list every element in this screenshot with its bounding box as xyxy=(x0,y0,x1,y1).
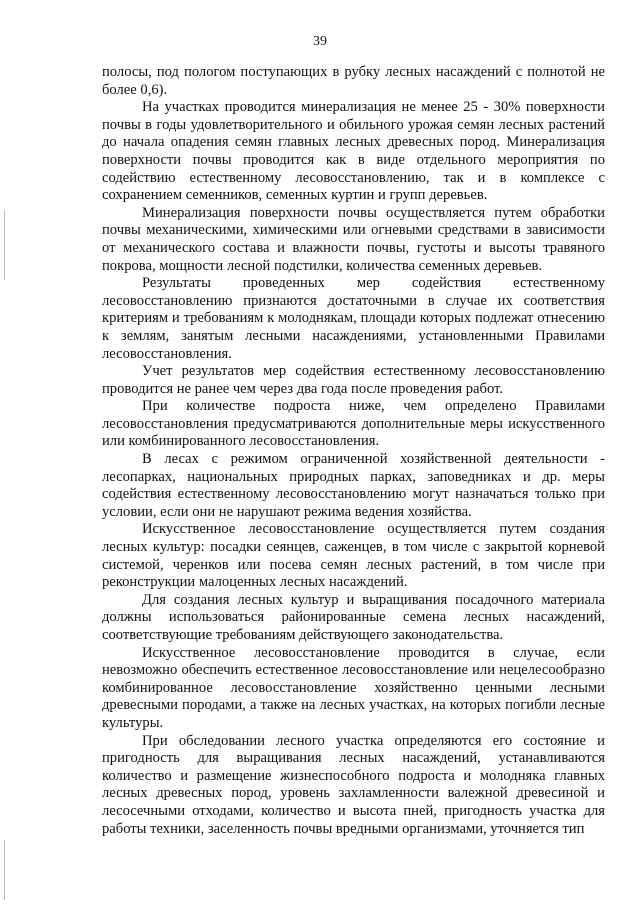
paragraph: При обследовании лесного участка определяются его состояние и пригодность для выращивания лесных насаждений, устанавливаются количество и размещение жизнеспособного подроста и молодняка главных лесных древесных пород, уровень захламленности валежной древесиной и лесосечными отходами, количество и высота пней, пригодность участка для работы техники, заселенность почвы вредными организмами, уточняется тип xyxy=(102,732,605,837)
paragraph: Искусственное лесовосстановление осуществляется путем создания лесных культур: посадки сеянцев, саженцев, в том числе с закрытой корневой системой, черенков или посева семян лесных растений, в том числе при реконструкции малоценных лесных насаждений. xyxy=(102,521,605,591)
paragraph: В лесах с режимом ограниченной хозяйственной деятельности - лесопарках, национальных природных парках, заповедниках и др. меры содействия естественному лесовосстановлению могут назначаться только при условии, если они не нарушают режима ведения хозяйства. xyxy=(102,451,605,520)
paragraph: Искусственное лесовосстановление проводится в случае, если невозможно обеспечить естественное лесовосстановление или нецелесообразно комбинированное лесовосстановление хозяйственно ценными лесными древесными породами, а также на лесных участках, на которых погибли лесные культуры. xyxy=(102,644,605,731)
scan-edge-line xyxy=(4,840,5,900)
paragraph: На участках проводится минерализация не менее 25 - 30% поверхности почвы в годы удовлетворительного и обильного урожая семян лесных растений до начала опадения семян главных лесных древесных пород. Минерализация поверхности почвы проводится как в виде отдельного мероприятия по содействию естественному лесовосстановлению, так и в комплексе с сохранением семенников, семенных куртин и групп деревьев. xyxy=(102,99,605,204)
scan-edge-line xyxy=(4,210,5,280)
paragraph: полосы, под пологом поступающих в рубку лесных насаждений с полнотой не более 0,6). xyxy=(102,64,605,98)
paragraph: Для создания лесных культур и выращивания посадочного материала должны использоваться районированные семена лесных насаждений, соответствующие требованиям действующего законодательства. xyxy=(102,591,605,643)
page-number: 39 xyxy=(313,34,327,49)
paragraph: При количестве подроста ниже, чем определено Правилами лесовосстановления предусматриваются дополнительные меры искусственного или комбинированного лесовосстановления. xyxy=(102,398,605,450)
body-text xyxy=(102,64,605,838)
paragraph: Учет результатов мер содействия естественному лесовосстановлению проводится не ранее чем через два года после проведения работ. xyxy=(102,363,605,397)
paragraph: Результаты проведенных мер содействия естественному лесовосстановлению признаются достаточными в случае их соответствия критериям и требованиям к молоднякам, площади которых подлежат отнесению к землям, занятым лесными насаждениями, установленными Правилами лесовосстановления. xyxy=(102,275,605,362)
paragraph: Минерализация поверхности почвы осуществляется путем обработки почвы механическими, химическими или огневыми средствами в зависимости от механического состава и влажности почвы, густоты и высоты травяного покрова, мощности лесной подстилки, количества семенных деревьев. xyxy=(102,204,605,274)
